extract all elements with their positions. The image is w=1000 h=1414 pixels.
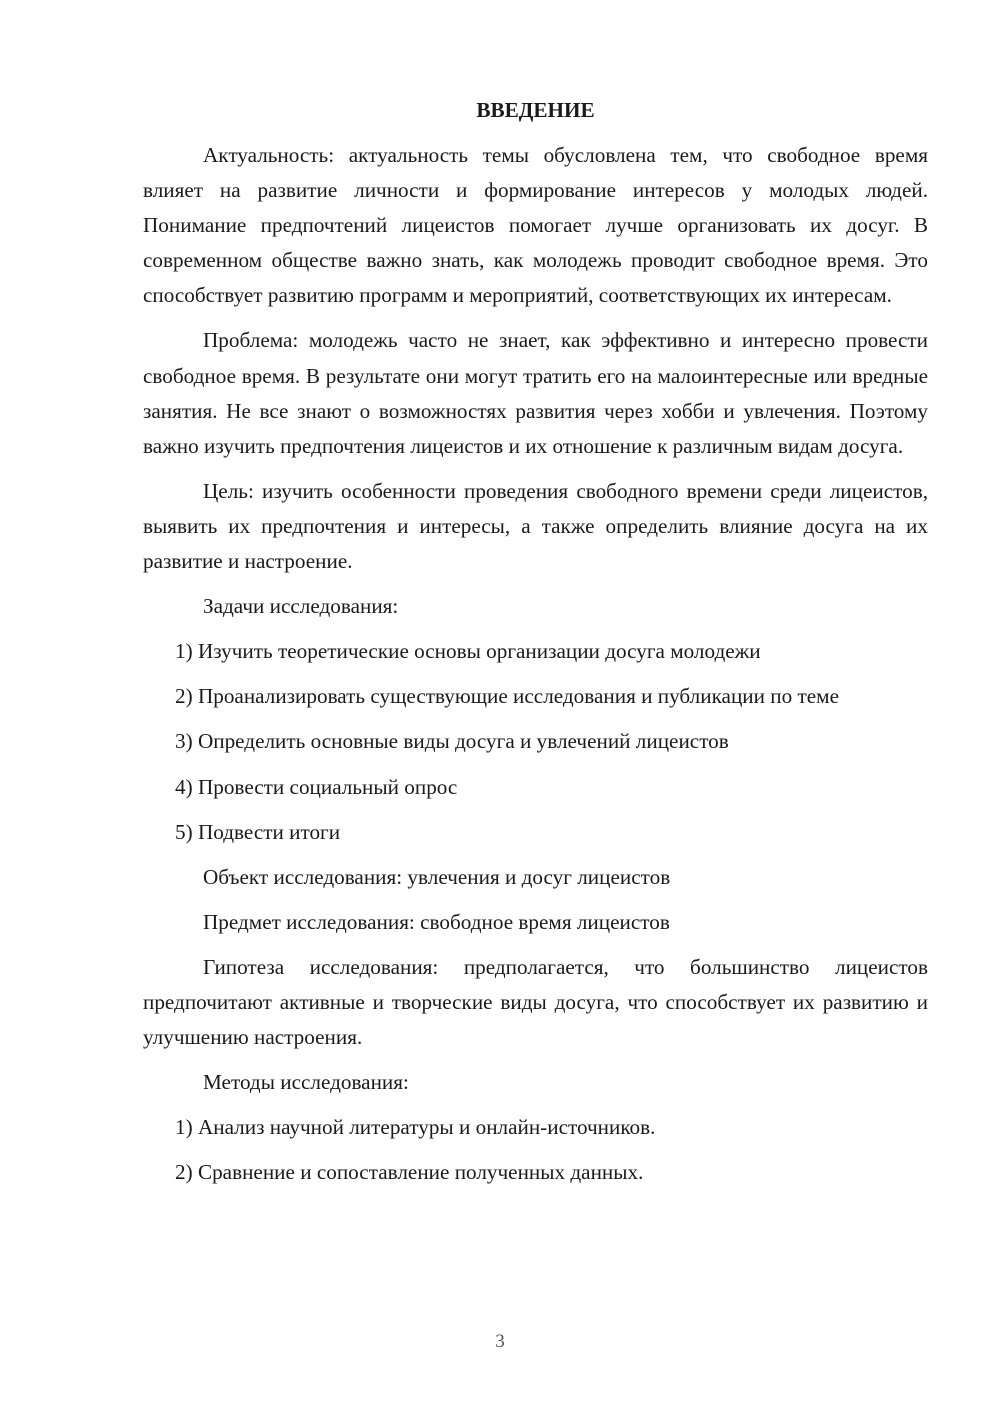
task-item: 2) Проанализировать существующие исследования и публикации по теме (175, 684, 839, 709)
page-number: 3 (495, 1331, 505, 1352)
methods-heading: Методы исследования: (203, 1070, 409, 1095)
task-item: 4) Провести социальный опрос (175, 774, 458, 799)
method-item: 2) Сравнение и сопоставление полученных данных. (175, 1160, 644, 1185)
hypothesis-paragraph: Гипотеза исследования: предполагается, что большинство лицеистов предпочитают активные и творческие виды досуга, что способствует их развитию и улучшению настроения. (143, 954, 928, 1050)
relevance-paragraph: Актуальность: актуальность темы обусловлена тем, что свободное время влияет на развитие личности и формирование интересов у молодых людей. Понимание предпочтений лицеистов помогает лучше организовать их досуг. В современном обществе важно знать, как молодежь проводит свободное время. Это способствует развитию программ и мероприятий, соответствующих их интересам. (143, 143, 928, 308)
subject-paragraph: Предмет исследования: свободное время лицеистов (203, 909, 670, 934)
task-item: 3) Определить основные виды досуга и увлечений лицеистов (175, 729, 729, 754)
object-paragraph: Объект исследования: увлечения и досуг лицеистов (203, 864, 671, 889)
goal-paragraph: Цель: изучить особенности проведения свободного времени среди лицеистов, выявить их предпочтения и интересы, а также определить влияние досуга на их развитие и настроение. (143, 478, 928, 574)
problem-paragraph: Проблема: молодежь часто не знает, как эффективно и интересно провести свободное время. В результате они могут тратить его на малоинтересные или вредные занятия. Не все знают о возможностях развития через хобби и увлечения. Поэтому важно изучить предпочтения лицеистов и их отношение к различным видам досуга. (143, 328, 928, 458)
page-content (143, 93, 928, 1200)
section-title: ВВЕДЕНИЕ (476, 98, 595, 122)
task-item: 1) Изучить теоретические основы организации досуга молодежи (175, 639, 761, 664)
tasks-heading: Задачи исследования: (203, 594, 399, 619)
method-item: 1) Анализ научной литературы и онлайн-источников. (175, 1115, 656, 1140)
task-item: 5) Подвести итоги (175, 819, 341, 844)
